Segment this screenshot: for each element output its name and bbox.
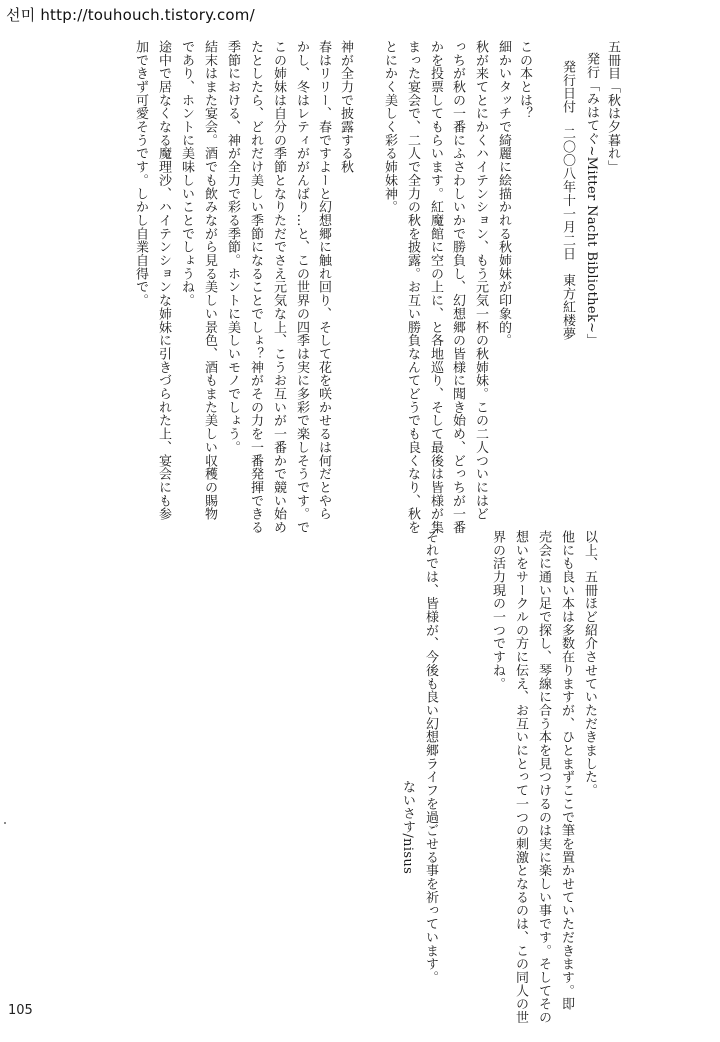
publisher-line: 発行「みはてぐ~Mitter Nacht Bibliothek~」 [584, 52, 599, 347]
closing-line-3: 売会に通い足で探し、琴線に合う本を見つけるのは実に楽しい事です。そしてその [536, 530, 551, 1024]
about-line-5: まった宴会で、二人で全力の秋を披露。お互い勝負なんてどうでも良くなり、秋を [405, 40, 420, 534]
about-line-2: 秋が来てとにかくハイテンション、もう元気一杯の秋姉妹。この二人ついにはど [473, 40, 488, 521]
publication-date-line: 発行日付 二〇〇八年十一月二日 東方紅楼夢 [560, 60, 575, 341]
autumn-line-4: たとしたら、どれだけ美しい季節になることでしょ？神がその力を一番発揮できる [248, 40, 263, 534]
closing-line-4: 想いをサークルの方に伝え、お互いにとって一つの刺激となるのは、この同人の世 [513, 530, 528, 1024]
autumn-line-3: この姉妹は自分の季節となりただでさえ元気な上、こうお互いが一番かで競い始め [271, 40, 286, 534]
page-number: 105 [8, 1003, 33, 1018]
author-signature: ないさす/nisus [400, 780, 415, 875]
autumn-line-2: かし、冬はレティががんばり…と、この世界の四季は実に多彩で楽しそうです。で [294, 40, 309, 534]
about-line-4: かを投票してもらいます。紅魔館に空の上に、と各地巡り、そして最後は皆様が集 [428, 40, 443, 534]
heading-autumn: 神が全力で披露する秋 [338, 40, 353, 174]
site-watermark: 선미 http://touhouch.tistory.com/ [6, 6, 255, 24]
autumn-line-1: 春はリリー、春ですよーと幻想郷に触れ回り、そして花を咲かせるは何だとやら [316, 40, 331, 521]
autumn-line-6: 結末はまた宴会。酒でも飲みながら見る美しい景色、酒もまた美しい収穫の賜物 [202, 40, 217, 521]
closing-line-5: 界の活力現の一つですね。 [490, 530, 505, 691]
autumn-line-8: 途中で居なくなる魔理沙、ハイテンションな姉妹に引きづられた上、宴会にも参 [156, 40, 171, 521]
autumn-line-9: 加できず可愛そうです。しかし自業自得で。 [133, 40, 148, 307]
about-line-6: とにかく美しく彩る姉妹神。 [382, 40, 397, 214]
autumn-line-5: 季節における、神が全力で彩る季節。ホントに美しいモノでしょう。 [225, 40, 240, 454]
scan-speck [4, 822, 6, 824]
closing-line-2: 他にも良い本は多数在りますが、ひとまずここで筆を置かせていただきます。即 [559, 530, 574, 1011]
book-title: 五冊目「秋は夕暮れ」 [605, 40, 620, 174]
farewell-line: それでは、皆様が、今後も良い幻想郷ライフを過ごせる事を祈っています。 [423, 530, 438, 984]
about-line-1: 細かいタッチで綺麗に絵描かれる秋姉妹が印象的。 [496, 40, 511, 348]
closing-line-1: 以上、五冊ほど紹介させていただきました。 [582, 530, 597, 797]
about-line-3: っちが秋の一番にふさわしいかで勝負し、幻想郷の皆様に聞き始め、どっちが一番 [450, 40, 465, 534]
heading-about-book: この本とは？ [517, 40, 532, 121]
autumn-line-7: であり、ホントに美味しいことでしょうね。 [179, 40, 194, 307]
